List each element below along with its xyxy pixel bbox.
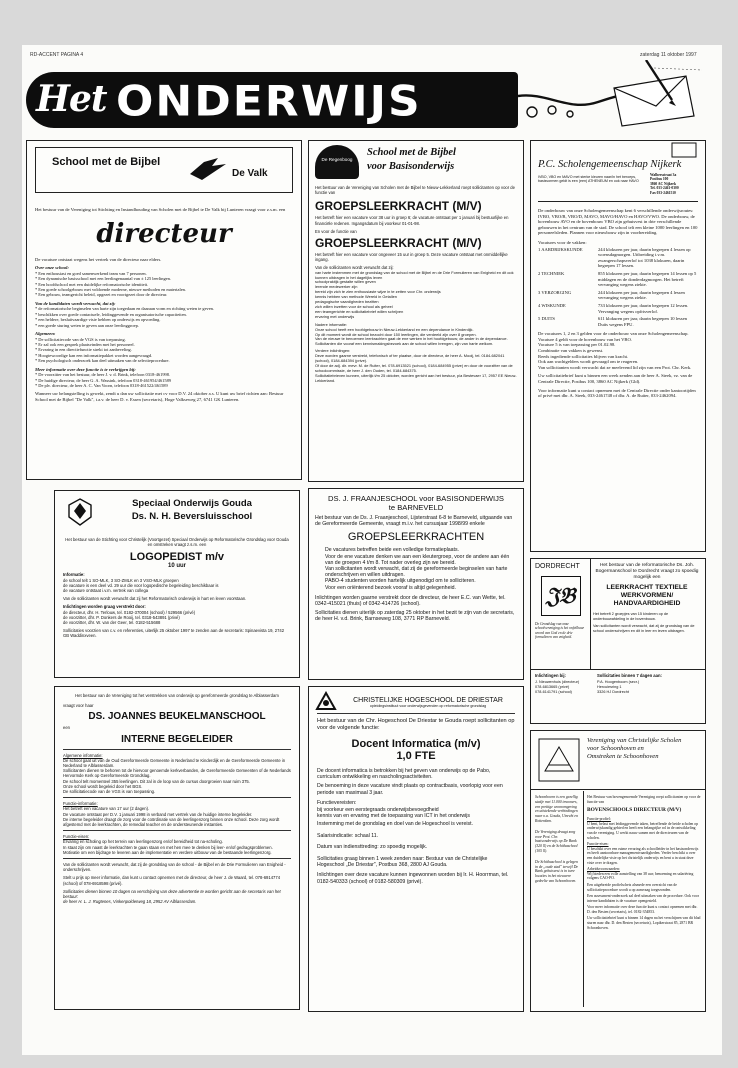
schoonhoven-eis: U beschikt over een ruime ervaring als schoolleider in het basisonderwijs en heeft aantoonbare managementvaardigheden. Verder beschikt u over een duidelijke visie op het christelijk onderwijs en bent u in staat deze visie over te dragen.	[587, 846, 699, 865]
address-line: Fax 033-2461510	[650, 190, 676, 195]
divider	[317, 713, 515, 714]
regenboog-header	[315, 145, 517, 181]
nijkerk-address	[650, 173, 698, 195]
list-item: de directeur, dhr. H. Terlouw, tel. 0182-370004 (school) / 529566 (privé)	[63, 609, 196, 615]
fraanje-list	[315, 547, 517, 590]
list-item: van harte instemmen met de grondslag van de school met de Bijbel en de Drie Formulieren van Enigheid en dit ook kunnen uitdragen in het dagelijks leven	[315, 269, 514, 280]
gouda-req: Van de sollicitanten wordt verwacht dat zij het Reformatorisch onderwijs in hart en leven voorstaan.	[63, 596, 247, 602]
nijkerk-title: P.C. Scholengemeenschap Nijkerk	[538, 159, 682, 170]
regenboog-title-2: voor Basisonderwijs	[367, 161, 455, 172]
list-item: Van sollicitanten wordt verwacht, dat zij de gereformeerde beginselen van harte onderschrijven en willen uitdragen.	[325, 566, 508, 579]
vacancy-detail: 611 klokuren per jaar, daarin begrepen 10 lessen Duits wegens FPU.	[598, 316, 687, 327]
nijkerk-p8: Uw sollicitatiebrief kunt u binnen een week zenden aan de heer A. Steek, vz. van de Centrale Directie, Postbus 100, 3860 AC Nijkerk (Gld).	[538, 373, 693, 385]
dordrecht-sol-head: Sollicitaties binnen 7 dagen aan:	[597, 673, 662, 678]
list-item: De vacature ontstaat per D.V. 1 januari 1998 in verband met vertrek van de huidige interne begeleider.	[63, 811, 253, 817]
dordrecht-inl-head: Inlichtingen bij:	[535, 673, 566, 678]
gouda-intro: Het bestuur van de Stichting voor Christelijk (Voortgezet) Speciaal Onderwijs op Reformatorische Grondslag voor Gouda en omstreken vraagt z.s.m. een	[65, 537, 289, 548]
list-item: De school telt momenteel 355 leerlingen. Dit zal in de loop van de cursus doorgroeien naar ruim 375.	[63, 778, 250, 784]
list-item: De interne begeleider draagt de zorg voor de coördinatie van de leerlingenzorg binnen onze school. Deze zorg wordt afgestemd met de leerkrachten, de remedial teacher en de ondersteunende instanties.	[63, 816, 280, 828]
beukel-func-head: Functie-informatie:	[63, 801, 98, 807]
address-line: Walhersstraat 3a	[650, 173, 677, 177]
ad-de-regenboog	[308, 140, 524, 482]
beukel-role: INTERNE BEGELEIDER	[121, 733, 233, 745]
list-item: Het betreft een vacature van 17 uur (2 dagen).	[63, 806, 150, 812]
banner-het-text: Het	[36, 78, 107, 120]
gouda-info-head: Informatie:	[63, 572, 85, 578]
list-item: De sollicitatiecode van de VGS is van toepassing.	[63, 789, 156, 795]
list-item: * Er zal ook een gesprek plaatsvinden met het personeel.	[35, 342, 293, 347]
de-valk-h1: Over onze school:	[35, 265, 69, 271]
page-header-left: RD-ACCENT PAGINA 4	[30, 52, 84, 58]
contact-line: 078-6813665 (privé)	[535, 684, 570, 689]
list-item: een teamgerichte en sollicitatiebrief willen schrijven	[315, 308, 404, 314]
info-line: Nadere informatie:	[315, 321, 348, 327]
divider	[63, 749, 291, 750]
ad-nijkerk	[530, 140, 706, 552]
regenboog-title-1: School met de Bijbel	[367, 147, 456, 158]
driestar-req-list	[317, 807, 515, 820]
vacancy-detail: 244 klokuren per jaar, daarin begrepen 4 lessen vervanging wegens ziekte.	[598, 289, 685, 301]
list-item: * Een psychologisch onderzoek kan deel uitmaken van de selectieprocedure.	[35, 358, 293, 363]
beukel-intro: Het bestuur van de Vereniging tot het verstrekken van onderwijs op gereformeerde grondslag te Alblasserdam	[75, 693, 279, 698]
driestar-p5: Datum van indiensttreding: zo spoedig mogelijk.	[317, 844, 428, 851]
driestar-subname: opleidingsinstituut voor onderwijsgevenden op reformatorische grondslag	[369, 704, 487, 708]
fraanje-p1: Inlichtingen worden gaarne verstrekt door de directeur, de heer E.C. van Wette, tel. 0342-415021 (thuis) of 0342-414726 (school).	[315, 594, 506, 608]
list-item: * De voorzitter van het bestuur, de heer J. v. d. Brink, telefoon 0318-461998.	[35, 372, 293, 377]
schoonhoven-prof-head: Functie-profiel:	[587, 817, 611, 822]
de-valk-intro: Het bestuur van de Vereniging tot Stichting en Instandhouding van Scholen met de Bijbel te De Valk bij Lunteren vraagt voor z.s.m. een	[35, 207, 286, 212]
nijkerk-p7: Van sollicitanten wordt verwacht dat ze meelevend lid zijn van een Prot. Chr. Kerk.	[538, 364, 692, 370]
dordrecht-list	[593, 612, 701, 633]
dordrecht-motto: De Grondslag van onze schoolvereniging is het onfeilbaar woord van God en de drie formulieren van enigheid.	[535, 622, 585, 640]
schoonhoven-prof: U bent, belast met leidinggevende taken, betreffende de beide scholen op onderwijskundig gebied en heeft een belangrijke rol in de ontwikkeling van de vereniging. U werkt nauw samen met de directeuren van de scholen.	[587, 821, 699, 840]
contact-line: J. Nieuwenhuis (directeur)	[535, 680, 580, 684]
list-item: schoolpraktijk gestalte willen geven	[315, 279, 376, 285]
nijkerk-p5: Reeds ingediende sollicitaties blijven van kracht.	[538, 353, 629, 359]
list-item: lerende medewerker zijn	[315, 284, 358, 290]
fraanje-title-1: DS. J. FRAANJESCHOOL voor BASISONDERWIJS	[328, 494, 504, 503]
fraanje-p2: Sollicitaties dienen uiterlijk op zaterdag 25 oktober in het bezit te zijn van de secretaris, de heer H. v.d. Brink, Barnseweg 108, 3771 RP Barneveld.	[315, 610, 515, 623]
schoonhoven-intro: Het Bestuur van bovengenoemde Vereniging roept sollicitanten op voor de functie van	[587, 795, 701, 804]
title-line: Omstreken te Schoonhoven	[587, 753, 659, 760]
regenboog-badge: De Regenboog	[315, 145, 359, 179]
title-line: Vereniging van Christelijke Scholen	[587, 737, 682, 744]
nijkerk-header	[538, 147, 698, 202]
list-item: * een goede sturing weten te geven aan onze leerlinggroep.	[35, 323, 293, 328]
vacancy-subject: 2 TECHNIEK	[538, 270, 565, 276]
de-valk-reason: De vacature ontstaat wegens het vertrek van de directeur naar elders.	[35, 256, 162, 262]
list-item: Voor een oriënterend bezoek vooraf is altijd gelegenheid.	[325, 584, 456, 591]
list-item: Sollicitanten dienen te behoren tot de hiervoor genoemde kerkverbanden, de Gereformeerde Gemeenten of de Nederlands Hervormde Kerk op Gereformeerde Grondslag.	[63, 768, 291, 779]
schoonhoven-role: BOVENSCHOOLS DIRECTEUR (M/V)	[587, 807, 682, 814]
de-valk-info-list	[35, 372, 293, 388]
schoonhoven-arb-head: Arbeidsvoorwaarden:	[587, 867, 620, 872]
divider	[531, 669, 705, 670]
driestar-logo-icon	[315, 691, 337, 713]
vacancy-subject: 3 VERZORGING	[538, 289, 572, 295]
schoonhoven-p4: Uw sollicitatiebrief kunt u binnen 14 dagen na het verschijnen van dit blad sturen naar dhr. D. den Besten (secretaris), Lopikerstraat 85, 2871 BR Schoonhoven.	[587, 916, 701, 930]
list-item: bereid zijn zich te zien enthousiaste wijze in te zetten voor Chr. onderwijs	[315, 289, 441, 295]
dordrecht-sol	[597, 680, 701, 694]
beukel-eis-head: Functie-eisen:	[63, 834, 90, 840]
nijkerk-vacancy-list	[538, 247, 698, 328]
gouda-info-list	[63, 578, 291, 594]
list-item: PABO-4 studenten worden hartelijk uitgenodigd om te solliciteren.	[325, 578, 476, 585]
beukel-p3: Sollicitaties dienen binnen 10 dagen na verschijning van deze advertentie te worden gericht aan de secretaris van het bestuur:	[63, 888, 281, 900]
nijkerk-p3: Vacature 5 is van toepassing per 01.02.98.	[538, 342, 616, 348]
beukel-func-list	[63, 806, 291, 827]
divider	[583, 791, 584, 1007]
address-line: Postbus 100	[650, 177, 669, 182]
driestar-p4: Salarisindicatie: schaal 11.	[317, 832, 379, 839]
regenboog-info	[315, 323, 517, 384]
info-line: Sollicitanten die vooraf een kennismakingsbezoek aan de school willen brengen, zijn van harte welkom.	[315, 341, 494, 347]
ad-schoonhoven	[530, 730, 706, 1012]
driestar-intro: Het bestuur van de Chr. Hogeschool De Driestar te Gouda roept sollicitanten op voor de volgende functie:	[317, 718, 515, 731]
list-item: * De sollicitatiecode van de VGS is van toepassing.	[35, 337, 293, 342]
list-item: * een heldere, besluitvaardige visie hebben op onderwijs en opvoeding.	[35, 317, 293, 322]
schoonhoven-p3: Voor meer informatie over deze functie kunt u contact opnemen met dhr. D. den Besten (secretaris), tel. 0182-354853.	[587, 905, 698, 914]
de-valk-candidate-list	[35, 306, 293, 328]
sidebar-paragraph: De Schithaschool is gelegen in de „oude stad" terwijl De Bank gehuisvest is in twee locaties in het nieuwere gedeelte van Schoonhoven.	[535, 859, 579, 883]
list-item: Ervaring en scholing op het terrein van leerlingenzorg en/of bereidheid tot na-scholing.	[63, 839, 223, 845]
divider	[63, 797, 291, 798]
list-item: Van sollicitanten wordt verwacht, dat zij de grondslag van de school onderschrijven en dit in leer en leven uitdragen.	[593, 623, 695, 633]
schoonhoven-header	[531, 731, 705, 790]
regenboog-role-1: GROEPSLEERKRACHT (M/V)	[315, 199, 482, 214]
vacancy-subject: 5 DUITS	[538, 316, 555, 322]
dordrecht-contact	[535, 673, 591, 694]
nijkerk-vac-head: Vacatures voor de vakken:	[538, 239, 587, 245]
regenboog-note-1: Het betreft hier een vacature voor 38 uur in groep 6; de vacature ontstaat per 1 januari bij bestuurlijke en financiële redenen. Ingangsdatum bij voorkeur 01-01-98.	[315, 215, 509, 226]
gouda-title-1: Speciaal Onderwijs Gouda	[132, 498, 252, 509]
nijkerk-p6: Ook aan wachtgelders wordt gevraagd om te reageren.	[538, 359, 639, 365]
gouda-role: LOGOPEDIST m/v	[129, 551, 225, 564]
dordrecht-main-col	[593, 563, 701, 634]
nijkerk-intro: De onderbouw van onze Scholengemeenschap kent 6 verschillende onderwijsroutes: IVBO, VBO/B, VBO/D, MAVO, MAVO/HAVO en HAVO/VWO. De onderbouw, de bovenbouw AVO en de bovenbouw VBO zijn gehuisvest in drie verschillende gebouwen in het centrum van de stad. De school telt een kleine 1000 leerlingen en 100 personeelsleden. Plannen voor nieuwbouw zijn in voorbereiding.	[538, 208, 698, 236]
list-item: de vacature is een deel vd. 29 uur die voor logopedische begeleiding beschikbaar is	[63, 582, 219, 588]
driestar-p6: Sollicitaties graag binnen 1 week zenden naar: Bestuur van de Christelijke Hogeschool „De Driestar", Postbus 368, 2800 AJ Gouda.	[317, 855, 488, 869]
regenboog-req-list	[315, 271, 517, 320]
list-item: * Hoogtewoordige kan een informatiepakket worden aangevraagd.	[35, 353, 293, 358]
beukel-een: een	[63, 725, 70, 731]
dordrecht-city: DORDRECHT	[535, 563, 580, 570]
list-item: pedagogische vaardigheden bezitten	[315, 299, 379, 305]
driestar-p7: Inlichtingen over deze vacature kunnen ingewonnen worden bij Ir. H. Hoorrman, tel. 0182-540333 (school) of 0182-580309 (privé).	[317, 872, 509, 885]
driestar-name: CHRISTELIJKE HOGESCHOOL DE DRIESTAR	[353, 697, 503, 704]
list-item: Motivatie om een bijdrage te leveren aan de implementatie en verdere uitbouw van de bestaande leerlingenzorg.	[63, 849, 272, 855]
nijkerk-p4: Combinatie van vakken is gewenst.	[538, 348, 604, 354]
list-item: * Een goede schoolgebouw met voldoende moderne, nieuwe methoden en materialen.	[35, 287, 293, 292]
driestar-role-2: 1,0 FTE	[396, 749, 436, 762]
gouda-hours: 10 uur	[167, 563, 186, 570]
beukel-eis-list	[63, 839, 291, 855]
list-item: * Ervaring in een directiefunctie strekt tot aanbeveling.	[35, 347, 293, 352]
schoonhoven-logo-icon	[537, 737, 581, 783]
address-line: 3326 HJ Dordrecht	[597, 689, 629, 694]
list-item: * de reformatorische beginselen van harte zijn toegedaan en daaraan vorm en richting weten te geven.	[35, 306, 293, 311]
de-valk-school-list	[35, 271, 293, 298]
ad-gouda	[54, 490, 300, 678]
dordrecht-role-3: HANDVAARDIGHEID	[613, 600, 681, 608]
list-item: * Een gebouw, teamgericht beleid, opgezet en voortgezet door de directeur.	[35, 292, 293, 297]
vacancy-row	[538, 316, 698, 327]
de-valk-general-list	[35, 337, 293, 364]
list-item: ervaring met onderwijs	[315, 313, 355, 319]
list-item: de vacature ontstaat i.v.m. vertrek van collega	[63, 588, 149, 594]
list-item: Het betreft 2 groepjes van 15 kinderen op de onderbouwafdeling in de bovenbouw.	[593, 612, 669, 622]
info-line: Op dit moment wordt de school bezocht door 150 leerlingen, die verdeeld zijn over 8 groepen.	[315, 331, 477, 337]
address-line: P.A. Hoogenboom (secr.)	[597, 680, 640, 684]
driestar-p1: De docent informatica is betrokken bij het geven van onderwijs op de Pabo, curriculum ontwikkeling en nascholingsactiviteiten.	[317, 767, 491, 780]
list-item: de school telt 1 SO-MLK, 3 SO-ZMLK en 3 VSO-MLK groepen	[63, 577, 179, 583]
beukel-school: DS. JOANNES BEUKELMANSCHOOL	[88, 711, 266, 723]
vacancy-subject: 1 AARDRIJKSKUNDE	[538, 246, 583, 252]
regenboog-note-2: Het betreft hier een vacature voor ongeveer 15 uur in groep 5. Deze vacature ontstaat met onmiddellijke ingang.	[315, 252, 508, 263]
address-line: Hercuiesring 1	[597, 684, 622, 689]
schoonhoven-p2: Een assessment-onderzoek zal deel uitmaken van de procedure. Ook voor interne kandidaten is de vacature opengesteld.	[587, 894, 699, 903]
vacancy-row	[538, 247, 698, 269]
list-item: bij voorkeur een eerstegraads onderwijsbevoegdheid	[317, 806, 439, 813]
de-valk-title: School met de Bijbel	[52, 156, 161, 168]
nijkerk-p1: De vacatures 1, 2 en 3 gelden voor de onderbouw van onze Scholengemeenschap.	[538, 331, 689, 337]
de-valk-role: directeur	[96, 218, 232, 249]
vacancy-detail: 733 klokuren per jaar, daarin begrepen 12 lessen. Vervanging wegens opfrisverlof.	[598, 302, 689, 314]
list-item: * Een enthousiast en goed samenwerkend team van 7 personen.	[35, 271, 293, 276]
de-valk-h4: Meer informatie over deze functie is te verkrijgen bij:	[35, 366, 136, 372]
info-line: Of door de adj. dir. mevr. M. de Ruiter, tel. 078-6913521 (school), 0184-684955 (prive) en door de voorzitter van de schoolcommissie, de heer J. den Ouden, tel. 0184-684375.	[315, 362, 513, 373]
vacancy-row	[538, 271, 698, 288]
divider	[63, 830, 291, 831]
gouda-header	[63, 497, 291, 531]
list-item: * Een dynamische basisschool met een leerlingenaantal van ± 125 leerlingen.	[35, 276, 293, 281]
beukel-p2: Stelt u prijs op meer informatie, dan kunt u contact opnemen met de directeur, de heer J. de Waard, tel. 078-6914774 (school) of 078-6918598 (privé).	[63, 875, 281, 886]
dordrecht-application	[597, 673, 701, 694]
de-valk-h3: Algemeen:	[35, 331, 56, 337]
ad-fraanjeschool	[308, 488, 524, 680]
vacancy-subject: 4 WISKUNDE	[538, 302, 566, 308]
info-line: Onze school heeft een hoofdgebouw in Nieuw-Lekkerland en een dependance in Kinderdijk.	[315, 326, 474, 332]
list-item: zich willen inzetten voor de school als geheel	[315, 303, 393, 309]
regenboog-intro: Het bestuur van de Vereniging van Scholen met de Bijbel te Nieuw-Lekkerland roept sollicitanten op voor de functie van	[315, 185, 515, 196]
info-line: Van de nieuwe te benoemen leerkrachten gaat de ene werken in het hoofdgebouw; de ander in de dependance.	[315, 336, 508, 342]
driestar-p3: Instemming met de grondslag en doel van de Hogeschool is vereist.	[317, 821, 473, 828]
banner-onderwijs-text: ONDERWIJS	[116, 77, 422, 126]
beukel-alg-head: Algemene informatie:	[63, 752, 103, 758]
fraanje-title-2: te BARNEVELD	[388, 503, 444, 512]
banner-black-band	[26, 72, 518, 128]
regenboog-req-head: Van de sollicitanten wordt verwacht dat zij:	[315, 265, 394, 271]
list-item: de voorzitter, dhr. P. Donkers de Rooij, tel. 0318-543891 (privé)	[63, 614, 180, 620]
list-item: kennis hebben van methode Wereld in Getallen	[315, 294, 397, 300]
dordrecht-intro: Het bestuur van de reformatorische Ds. Joh. Bogermanschool te Dordrecht vraagt zo spoedig mogelijk een	[595, 563, 699, 580]
dordrecht-left-col	[531, 559, 591, 669]
beukel-alg-list	[63, 758, 291, 794]
nijkerk-p2: Vacature 4 geldt voor de bovenbouw van het VBO.	[538, 336, 632, 342]
vacancy-detail: 244 klokuren per jaar, daarin begrepen 4 lessen op woensdagmorgen. Uitbreiding i.v.m. zwangerschapsverlof tot 1038 klokuren, daarin begrepen 17 lessen.	[598, 246, 691, 269]
nijkerk-p9: Voor informatie kunt u contact opnemen met de Centrale Directie onder kantoortijden of privé met dhr. A. Steek, 033-2461748 of dhr. A. de Ruiter, 033-2462094.	[538, 387, 696, 399]
driestar-role-1: Docent Informatica (m/v)	[351, 737, 481, 750]
dordrecht-role-2: WERKVORMEN/	[620, 592, 674, 600]
gouda-title-2: Ds. N. H. Beversluisschool	[131, 511, 253, 522]
list-item: * De huidige directeur, de heer G. A. Wassink, telefoon 0318-461954/461589	[35, 378, 293, 383]
regenboog-mid: En voor de functie van	[315, 228, 357, 234]
fraanje-intro: Het bestuur van de Ds. J. Fraanjeschool, Lijsterstraat 6-8 te Barneveld, uitgaande van de Gereformeerde Gemeente, vraagt m.i.v. het cursusjaar 1998/99 enkele	[315, 515, 513, 528]
list-item: De school gaat uit van de Oud Gereformeerde Gemeente in Nederland te Kinderdijk en de Gereformeerde Gemeente in Nederland te Alblasserdam.	[63, 757, 286, 769]
schoonhoven-p1: Een uitgebreide profielschets alsmede een overzicht van de sollicitatieprocedure wordt u op aanvraag toegezonden.	[587, 882, 677, 892]
de-valk-closing: Wanneer uw belangstelling is gewekt, zendt u dan uw sollicitatie met cv voor D.V. 24 oktober a.s. U kunt uw brief richten aan: Bestuur School met de Bijbel "De Valk", t.a.v. de heer D. v. Essen (secretaris), Hoge Valkseweg 27, 6741 GK Lunteren.	[35, 391, 284, 403]
fraanje-role: GROEPSLEERKRACHTEN	[347, 531, 485, 544]
vacancy-row	[538, 290, 698, 301]
dordrecht-inl	[535, 680, 591, 694]
nijkerk-sub: IVBO, VBO en MAVO met sterke kleuren naar/in het beroeps, basisvormen geldt is een (een) ATHENEUM en ook naar HAVO	[538, 175, 639, 184]
schoonhoven-title	[587, 737, 681, 761]
list-item: * beschikken over goede contactuele, leidinggevende en organisatorische capaciteiten.	[35, 312, 293, 317]
list-item: de voorzitter, dhr. W. van der Geer, tel. 0182-515688	[63, 620, 161, 626]
schoonhoven-sidebar	[535, 795, 581, 884]
de-valk-header	[35, 147, 293, 193]
page-header-date: zaterdag 11 oktober 1997	[640, 52, 697, 58]
list-item: De vacatures betreffen beide een volledige formatieplaats.	[325, 547, 459, 554]
list-item: * De plv. directeur, de heer A. C. Van Voorn, telefoon 0318-461522/461589	[35, 383, 293, 388]
gouda-logo-icon	[67, 497, 93, 527]
schoonhoven-main	[587, 795, 701, 930]
het-onderwijs-banner	[26, 60, 706, 132]
nijkerk-logo-icon	[670, 141, 698, 159]
info-line: Verdere inlichtingen:	[315, 348, 351, 354]
info-line: Deze worden gaarne verstrekt, telefonisch of ter plaatse, door de directeur, de heer A. Mooij, tel. 0184-682041 (school), 0184-684394 (prive).	[315, 353, 505, 364]
dordrecht-role-1: LEERKRACHT TEXTIELE	[606, 584, 688, 592]
address-line: 3860 AC Nijkerk	[650, 181, 676, 186]
ad-dordrecht	[530, 558, 706, 724]
schoonhoven-eis-head: Functie-eisen:	[587, 842, 609, 847]
driestar-p2: De benoeming in deze vacature vindt plaats op contractbasis, voorlopig voor een periode van maximaal 3 jaar.	[317, 783, 503, 796]
schoonhoven-arb: Wij bieden een volle aanstelling van 38 uur; benoeming en salariëring volgens CAO-PO.	[587, 871, 694, 881]
driestar-req-head: Functievereisten:	[317, 800, 357, 807]
list-item: Onze school wordt begeleid door het BGS.	[63, 783, 143, 789]
gouda-closing: Sollicitaties voorzien van c.v. en referenties, uiterlijk 25 oktober 1997 te zenden aan de secretaris: Spinaevista 19, 2742 GB Waddinxveen.	[63, 628, 285, 639]
beukel-p4: de heer H. L. J. Rugtenes, Vinkenpolderweg 18, 2952 AV Alblasserdam.	[63, 899, 197, 905]
contact-line: 078-6141791 (school)	[535, 689, 572, 694]
title-line: voor Schoonhoven en	[587, 745, 644, 752]
ad-driestar	[308, 686, 524, 1012]
sidebar-paragraph: Schoonhoven is een gezellig stadje met 11.000 inwoners, een prettige woonomgeving en uitstekende verbindingen naar o.a. Gouda, Utrecht en Rotterdam.	[535, 795, 578, 823]
beukel-p1: Van de sollicitanten wordt verwacht, dat zij de grondslag van de school - de Bijbel en de Drie Formulieren van Enigheid - onderschrijven.	[63, 862, 286, 873]
de-valk-h2: Van de kandidaten wordt verwacht, dat zij:	[35, 300, 116, 306]
list-item: Voor de ene vacature denken we aan een kleutergroep, voor de andere aan één van de groepen 4 t/m 8. Tot nader overleg zijn we bereid.	[325, 553, 510, 566]
regenboog-role-2: GROEPSLEERKRACHT (M/V)	[315, 236, 482, 251]
ad-beukelmanschool	[54, 686, 300, 1010]
falcon-icon	[188, 154, 228, 184]
bogerman-monogram-icon: 𝔍𝔅	[541, 576, 581, 616]
address-line: Tel. 033-2461-0300	[650, 186, 679, 191]
ad-de-valk	[26, 140, 302, 480]
gouda-more-head: Inlichtingen worden graag verstrekt door:	[63, 604, 146, 610]
info-line: Sollicitatiebrieven kunnen, uiterlijk t/m 25 oktober, worden gericht aan het bestuur, p/a Bestevaer 17, 2957 EE Nieuw-Lekkerland.	[315, 372, 517, 383]
divider	[63, 858, 291, 859]
sidebar-paragraph: De Vereniging draagt zorg voor Prot. Chr. basisonderwijs op De Bank (320 ll) en de Schithaschool (105 ll).	[535, 829, 578, 853]
list-item: * Een hoofdschool met een duidelijke reformatorische identiteit.	[35, 282, 293, 287]
list-item: kennis van en ervaring met de toepassing van ICT in het onderwijs	[317, 813, 471, 820]
vacancy-detail: 855 klokuren per jaar, daarin begrepen 14 lessen op 5 middagen en de donderdagmorgen. Het betreft vervanging wegens ziekte.	[598, 270, 697, 288]
gouda-more-list	[63, 610, 291, 626]
envelope-pen-icon	[606, 60, 706, 130]
list-item: In staat zijn om naast de leerkrachten te gaan staan en met hen mee te denken bij leer- en/of gedragsproblemen.	[63, 844, 273, 850]
vacancy-row	[538, 303, 698, 314]
beukel-vraagt: vraagt voor haar	[63, 703, 94, 709]
de-valk-logo-text: De Valk	[232, 168, 268, 179]
